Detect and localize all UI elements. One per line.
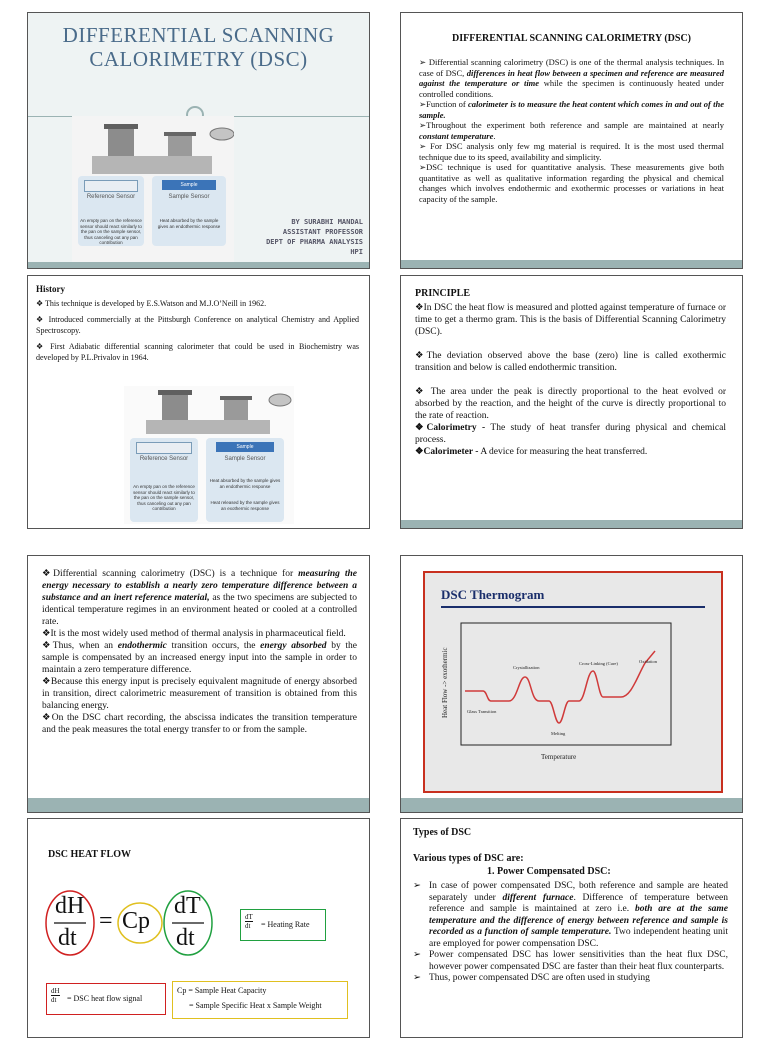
author-name: BY SURABHI MANDAL: [291, 218, 363, 226]
dsc-cell-drawing: [72, 116, 234, 176]
slide-4-body: [415, 302, 726, 458]
heating-rate-label: = Heating Rate: [261, 920, 310, 929]
cross-linking-label: Cross-Linking (Cure): [579, 661, 618, 666]
p1-emphasis: measuring the energy necessary to establish a nearly zero temperature difference between a substance and an inert reference material,: [42, 569, 357, 603]
b1-text-mid: . Difference of temperature between reference and sample is maintained at zero i.e.: [429, 892, 728, 914]
sample-sensor-label: Sample Sensor: [224, 456, 266, 462]
slide-3-body: [36, 298, 359, 363]
heat-released-note: Heat released by the sample gives an exothermic response: [210, 500, 280, 511]
dsc-cell-diagram: [72, 116, 234, 264]
sample-panel: [152, 176, 226, 246]
reference-pan: [84, 180, 138, 192]
p3-emphasis: constant temperature: [419, 130, 494, 141]
reference-panel: [130, 438, 198, 522]
slide-8-subheading: Various types of DSC are:: [413, 853, 524, 864]
slide-4-heading: PRINCIPLE: [415, 288, 471, 299]
dsc-cell-diagram: [124, 386, 294, 524]
power-compensated-heading: 1. Power Compensated DSC:: [487, 866, 611, 877]
author-institute: HPI: [350, 248, 363, 256]
history-bullet-1: ❖ This technique is developed by E.S.Watson and M.J.O’Neill in 1962.: [36, 299, 267, 308]
dT-numerator: dT: [174, 893, 201, 919]
p5-text: ❖On the DSC chart recording, the abscissa indicates the transition temperature and the peak measures the total energy transfer to or from the sample.: [42, 713, 357, 735]
sample-pan: Sample: [216, 442, 274, 452]
dH-numerator: dH: [55, 893, 85, 919]
slide-1-thumbnail[interactable]: [27, 12, 370, 269]
calorimeter-term: ❖Calorimeter -: [415, 447, 479, 457]
b1-emphasis-2: both are at the same temperature and the difference of energy between reference and sample is recorded as a function of sample temperature.: [429, 904, 728, 937]
reference-panel: [78, 176, 144, 246]
slide-5-thumbnail[interactable]: [27, 555, 370, 813]
sample-sensor-label: Sample Sensor: [168, 194, 210, 200]
heat-flow-signal-label: = DSC heat flow signal: [67, 994, 143, 1003]
cp-symbol: Cp: [122, 908, 151, 934]
thermogram-title: DSC Thermogram: [441, 587, 545, 602]
principle-p3: ❖ The area under the peak is directly proportional to the heat evolved or absorbed by the reaction, and the height of the curve is directly proportional to the rate of reaction.: [415, 387, 726, 421]
melting-label: Melting: [551, 731, 566, 736]
thermogram-figure: [423, 571, 723, 793]
b1-text-end: Two independent heating unit are employed for power compensation DSC.: [429, 927, 728, 949]
author-block: [266, 217, 363, 257]
slide-7-heading: DSC HEAT FLOW: [48, 849, 131, 860]
history-bullet-3: ❖ First Adiabatic differential scanning calorimeter that could be used in Biochemistry was developed by P.L.Privalov in 1964.: [36, 342, 359, 362]
slide-2-thumbnail[interactable]: [400, 12, 743, 269]
slide-5-body: [42, 568, 357, 736]
glass-transition-label: Glass Transition: [467, 709, 497, 714]
p1-text-end: as the two specimens are subjected to identical temperature regimes in an environment heated or cooled at a controlled rate.: [42, 593, 357, 627]
slide-3-thumbnail[interactable]: [27, 275, 370, 529]
b1-emphasis-1: different furnace: [502, 892, 574, 903]
thermogram-plot: [425, 573, 721, 791]
rate-dT: dT: [245, 913, 253, 921]
principle-p1: ❖In DSC the heat flow is measured and plotted against temperature of furnace or time to get a thermo gram. This is the basis of Differential Scanning Calorimetry (DSC).: [415, 303, 726, 337]
slide-footer-band: [401, 520, 742, 528]
p4-text: ➢ For DSC analysis only few mg material is required. It is the most used thermal technique due to its speed, availability and simplicity.: [419, 141, 724, 162]
p1-text: ➢ Differential scanning calorimetry (DSC) is one of the thermal analysis techniques. In case of DSC,: [419, 57, 724, 78]
y-axis-label: Heat Flow -> exothermic: [441, 647, 449, 718]
heat-flow-equation: [42, 887, 217, 957]
slide-footer-band: [28, 262, 369, 268]
p2-text: ❖It is the most widely used method of thermal analysis in pharmaceutical field.: [42, 629, 346, 639]
heat-absorbed-note: Heat absorbed by the sample gives an endothermic response: [209, 478, 281, 489]
p3-emphasis-2: energy absorbed: [260, 641, 327, 651]
heat-absorbed-note: Heat absorbed by the sample gives an endothermic response: [157, 218, 221, 229]
b2-text: Power compensated DSC has lower sensitivities than the heat flux DSC, however power compensated DSC are faster than their heat flux counterparts.: [429, 950, 728, 972]
arrow-bullet-icon: ➢: [413, 950, 421, 960]
b1-text: In case of power compensated DSC, both reference and sample are heated separately under: [429, 881, 728, 903]
slide-4-thumbnail[interactable]: [400, 275, 743, 529]
slide-footer-band: [28, 798, 369, 812]
equals-sign: =: [99, 908, 113, 934]
signal-fraction: [51, 987, 60, 1004]
p2-text: ➢Function of: [419, 99, 468, 109]
reference-sensor-label: Reference Sensor: [86, 194, 136, 200]
rate-fraction: [245, 913, 253, 930]
p3-text: ❖Thus, when an: [42, 641, 118, 651]
sample-panel: [206, 438, 284, 522]
slide-8-body: [413, 881, 728, 985]
reference-note: An empty pan on the reference sensor should react similarly to the pan on the sample sensor, thus canceling out any pan contribution: [80, 218, 142, 245]
rate-dt: dt: [245, 922, 251, 930]
p3-text-end: by the sample is compensated by an increased energy input into the sample in order to maintain a zero temperature difference.: [42, 641, 357, 675]
p1-emphasis: differences in heat flow between a specimen and reference are measured against the temperature or time: [419, 67, 724, 88]
slide-3-heading: History: [36, 284, 65, 294]
cp-line-2: = Sample Specific Heat x Sample Weight: [189, 1001, 322, 1010]
p3-emphasis-1: endothermic: [117, 641, 167, 651]
p4-text: ❖Because this energy input is precisely equivalent magnitude of energy absorbed in transition, direct calorimetric measurement of transition is obtained from this balancing energy.: [42, 677, 357, 711]
b3-text: Thus, power compensated DSC are often used in studying: [429, 973, 650, 983]
slide-8-heading: Types of DSC: [413, 827, 472, 838]
slide-2-heading: DIFFERENTIAL SCANNING CALORIMETRY (DSC): [451, 33, 692, 44]
dt-denominator-2: dt: [176, 925, 195, 951]
cp-line-1: Cp = Sample Heat Capacity: [177, 986, 267, 995]
calorimetry-def: The study of heat transfer during physical and chemical process.: [415, 423, 726, 445]
slide-6-thumbnail[interactable]: [400, 555, 743, 813]
p5-text: ➢DSC technique is used for quantitative analysis. These measurements give both quantitative as well as qualitative information regarding the physical and chemical changes which involves endothermic and exothermic processes or variations in heat capacity of the sample.: [419, 162, 724, 204]
p2-emphasis: calorimeter is to measure the heat content which comes in and out of the sample.: [419, 99, 724, 120]
reference-sensor-label: Reference Sensor: [139, 456, 189, 462]
p3-text-end: .: [493, 130, 496, 141]
heat-flow-signal-box: [46, 983, 166, 1015]
calorimeter-def: A device for measuring the heat transferred.: [478, 447, 648, 457]
p1-text: ❖Differential scanning calorimetry (DSC) is a technique for: [42, 569, 299, 579]
p3-text-mid: transition occurs, the: [166, 641, 261, 651]
x-axis-label: Temperature: [541, 753, 577, 761]
arrow-bullet-icon: ➢: [413, 973, 421, 983]
crystallization-label: Crystallization: [513, 665, 540, 670]
title-line-2: CALORIMETRY (DSC): [89, 47, 308, 71]
author-title: ASSISTANT PROFESSOR: [282, 228, 363, 236]
slide-1-title: [28, 23, 369, 71]
reference-pan: [136, 442, 192, 454]
author-dept: DEPT OF PHARMA ANALYSIS: [266, 238, 363, 246]
heating-rate-box: [240, 909, 326, 941]
signal-dH: dH: [51, 987, 60, 995]
reference-note: An empty pan on the reference sensor should react similarly to the pan on the sample sensor, thus canceling out any pan contribution: [133, 484, 195, 511]
arrow-bullet-icon: ➢: [413, 881, 421, 891]
p3-text: ➢Throughout the experiment both reference and sample are maintained at nearly: [419, 120, 724, 130]
oxidation-label: Oxidation: [639, 659, 657, 664]
heat-capacity-box: [172, 981, 348, 1019]
principle-p2: ❖The deviation observed above the base (zero) line is called exothermic transition and below is called endothermic transition.: [415, 351, 726, 373]
slide-8-thumbnail[interactable]: [400, 818, 743, 1038]
dt-denominator: dt: [58, 925, 77, 951]
p1-text-end: while the specimen is continuously heated under controlled conditions.: [419, 78, 724, 99]
sample-pan: Sample: [162, 180, 216, 190]
history-bullet-2: ❖ Introduced commercially at the Pittsburgh Conference on analytical Chemistry and Applied Spectroscopy.: [36, 315, 359, 335]
slide-footer-band: [401, 798, 742, 812]
slide-2-body: [419, 57, 724, 204]
dsc-cell-drawing: [124, 386, 294, 436]
calorimetry-term: ❖Calorimetry -: [415, 423, 486, 433]
signal-dt: dt: [51, 996, 57, 1004]
slide-7-thumbnail[interactable]: [27, 818, 370, 1038]
slide-footer-band: [401, 260, 742, 268]
title-line-1: DIFFERENTIAL SCANNING: [62, 23, 335, 47]
